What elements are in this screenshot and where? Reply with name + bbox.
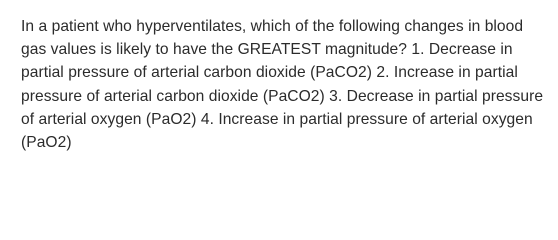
- question-text: In a patient who hyperventilates, which of the following changes in blood gas values is likely to have the GREATEST magnitude? 1. Decrease in partial pressure of arterial carbon dioxide (PaCO2) 2. Increase in partial pressure of arterial carbon dioxide (PaCO2) 3. Decrease in partial pressure of arterial oxygen (PaO2) 4. Increase in partial pressure of arterial oxygen (PaO2): [21, 18, 544, 152]
